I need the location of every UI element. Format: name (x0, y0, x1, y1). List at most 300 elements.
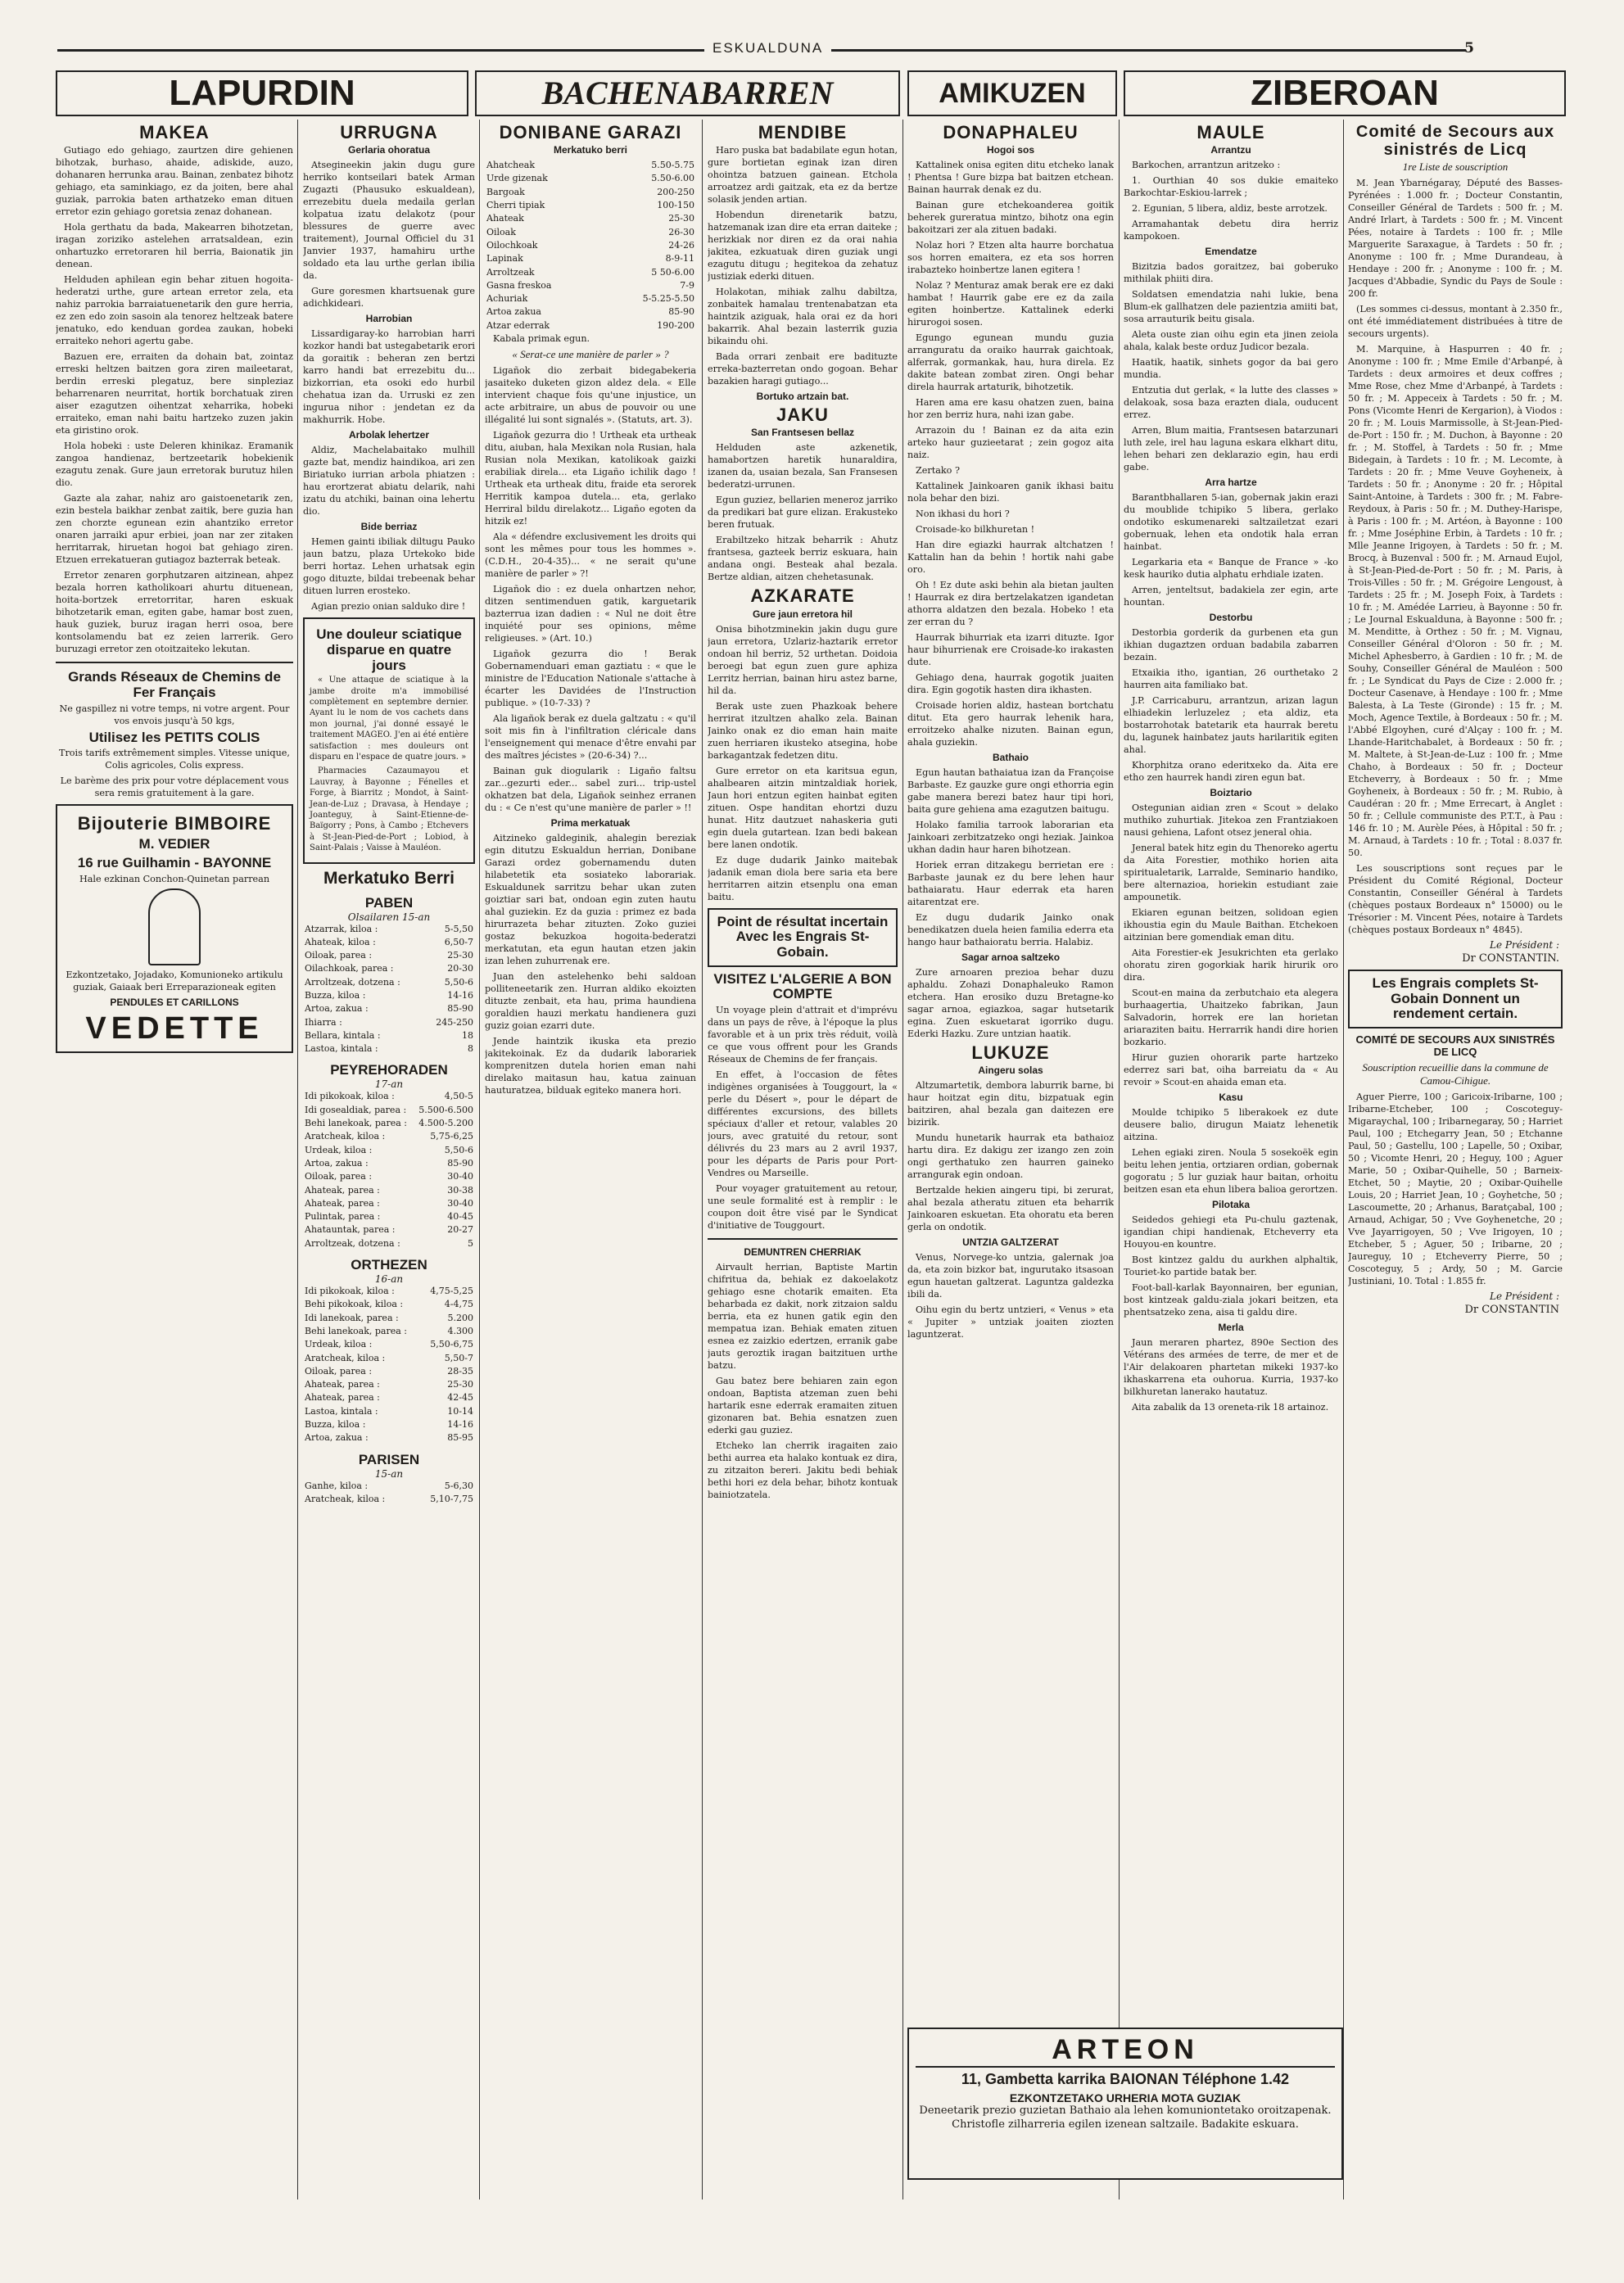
price-item: Ahateak, parea : (305, 1392, 380, 1404)
article-paragraph: Holakotan, mihiak zalhu dabiltza, zonbaitek hamalau trentenabatzan eta haintzik aziguak, hala orai ez da hori bakarrik. Ahal bezain lasterrik guzia bikaindu ohi. (708, 287, 898, 347)
price-row (303, 1170, 475, 1183)
price-row (303, 1144, 475, 1157)
article-paragraph: Pour voyager gratuitement au retour, une seule formalité est à remplir : le coupon doit être visé par le Syndicat d'initiative de Touggourt. (708, 1183, 898, 1231)
ad-text: Ne gaspillez ni votre temps, ni votre argent. Pour vos envois jusqu'à 50 kgs, (59, 703, 290, 726)
article-paragraph: Bainan gure etchekoanderea goitik beherek gureratua mintzo, bihotz ona egin bakoitzari zer ala zituen badaki. (907, 200, 1114, 236)
article-subtitle: Souscription recueillie dans la commune de Camou-Cihigue. (1362, 1061, 1549, 1087)
price-row (303, 1312, 475, 1325)
price-row (485, 186, 696, 199)
article-paragraph: Bainan guk diogularik : Ligaño faltsu zar...gezurti eder... sabel zuri... trip-ustel okhatzen bat dela, Ligañok seinhez erranen du : « Ce n'est qu'une manière de parler » !! (485, 766, 696, 814)
signature-title: Le Président : (1490, 939, 1559, 951)
price-value: 25-30 (447, 950, 473, 961)
column-rule (1119, 120, 1120, 2199)
price-value: 14-16 (447, 989, 473, 1001)
article-subtitle: Gerlaria ohoratua (347, 144, 431, 156)
price-value: 25-30 (447, 1379, 473, 1390)
article-subtitle: Aingeru solas (978, 1065, 1043, 1077)
price-item: Behi lanekoak, parea : (305, 1118, 407, 1129)
price-item: Oiloak, parea : (305, 1171, 373, 1182)
price-value: 190-200 (657, 319, 694, 331)
price-item: Buzza, kiloa : (305, 989, 366, 1001)
article-subtitle: Emendatze (1205, 246, 1257, 258)
article-paragraph: Haren ama ere kasu ohatzen zuen, baina hor zen berriz hura, nahi izan gabe. (907, 397, 1114, 421)
price-item: Ahateak, parea : (305, 1184, 380, 1196)
article-paragraph: Aita Forestier-ek Jesukrichten eta gerlako ohoratu ziren gogorkiak harik hirurik oro dira. (1124, 947, 1338, 983)
article-subtitle: Boiztario (1210, 787, 1252, 799)
price-row (303, 1223, 475, 1236)
price-row (485, 279, 696, 292)
column-rule (297, 120, 298, 2199)
article-title-lukuze: LUKUZE (971, 1042, 1050, 1064)
article-paragraph: Ostegunian aidian zren « Scout » delako muthiko zuhurtiak. Jitekoa zen Frantziakoen nausi gehiena, Lafont otsez jeneral ohia. (1124, 802, 1338, 839)
page-runner (57, 40, 1474, 65)
price-value: 7-9 (680, 279, 694, 291)
price-row (303, 1493, 475, 1506)
advertisement-engrais: Les Engrais complets St-Gobain Donnent un rendement certain. (1348, 970, 1563, 1028)
price-item: Bellara, kintala : (305, 1029, 381, 1041)
price-row (485, 159, 696, 172)
article-paragraph: 1. Ourthian 40 sos dukie emaiteko Barkochtar-Eskiou-larrek ; (1124, 175, 1338, 199)
article-paragraph: Foot-ball-karlak Bayonnairen, ber egunian, bost kintzeak galdu-ziala jokari beitzen, eta phentsatzeko zena, aisa ti galdu dire. (1124, 1282, 1338, 1318)
price-row (303, 1090, 475, 1103)
article-paragraph: Horiek erran ditzakegu berrietan ere : Barbaste jaunak ez du bere lehen haur bathaiaratu. Haur ederrak eta haren aitarentzat ere. (907, 860, 1114, 908)
article-paragraph: Barkochen, arrantzun aritzeko : (1132, 160, 1281, 171)
article-title-algerie: VISITEZ L'ALGERIE A BON COMPTE (713, 970, 892, 1002)
article-subtitle: Arbolak lehertzer (348, 429, 430, 441)
ad-headline: Utilisez les PETITS COLIS (88, 729, 260, 745)
price-item: Ahatauntak, parea : (305, 1224, 396, 1236)
ad-title: ARTEON (916, 2034, 1335, 2068)
section-banner-amikuzen: AMIKUZEN (907, 70, 1117, 116)
price-row (303, 936, 475, 949)
article-subtitle: Bathaio (992, 752, 1029, 764)
price-row (303, 1104, 475, 1117)
article-subtitle: Hogoi sos (986, 144, 1034, 156)
ad-name: M. VEDIER (138, 836, 210, 852)
price-row (485, 239, 696, 252)
price-value: 26-30 (668, 226, 694, 237)
price-row (485, 172, 696, 185)
price-item: Buzza, kiloa : (305, 1419, 366, 1430)
article-paragraph: Nolaz ? Menturaz amak berak ere ez daki hambat ! Haurrik gabe ere ez da zaila egiten hoinbertze. Kattalinek ederki hirurogoi sosen. (907, 280, 1114, 328)
price-row (303, 1352, 475, 1365)
article-paragraph: Bazuen ere, erraiten da dohain bat, zointaz erreski heltzen baitzen gora ziren maileetarat, berdin erreski plegatuz, bere sinpleziaz beharrenaren neurritat, hortik borchatuak ziren aiser ezagutzen oihentzat xeharrika, hobeki erraiteko, eman nahi baitu hartzeko zuzen jakin eta giristino orok. (56, 351, 293, 436)
price-value: 18 (462, 1029, 473, 1041)
article-title-mendibe: MENDIBE (758, 122, 848, 142)
column-rule (479, 120, 480, 2199)
article-paragraph: Berak uste zuen Phazkoak behere herrirat itzultzen ahalko zela. Bainan Jainko onak ez dio eman hain maite zuen herriaren ikusteko atsegina, hobe barkagantzak fedetzen ditu. (708, 700, 898, 761)
price-row (485, 266, 696, 279)
article-paragraph: Hola gerthatu da bada, Makearren bihotzetan, iragan zoriziko astelehen arratsaldean, ezin onhartuzko erretoraren hil berria, Baionatik jin denean. (56, 222, 293, 270)
market-place: PEYREHORADEN (330, 1062, 448, 1078)
article-paragraph: Han dire egiazki haurrak altchatzen ! Kattalin han da behin ! hortik nahi gabe oro. (907, 540, 1114, 576)
article-paragraph: M. Marquine, à Haspurren : 40 fr. ; Anonyme : 100 fr. ; Mme Emile d'Arbanpé, à Tardets : deux armoires et deux coffres ; Mme Rose, chez Mme d'Arbanpé, à Tardets : 50 fr. ; M. Appeceix à Tardets : 50 fr. ; M. Pons (Vicomte Henri de Kergarion), à Viodos : 20 fr. ; M. Louis Marmissolle, à St-Jean-Pied-de-Port : 150 fr. ; M. Duchon, à Bayonne : 20 fr. ; M. Stoffel, à Tardets : 50 fr. ; Mme Bidegain, à Tardets : 10 fr. ; M. Lecomte, à Tardets : 20 fr. ; Mme Veuve Goyheneix, à Tardets : 50 fr. ; Anonyme : 20 fr. ; Hôpital Saint-Antoine, à Tardets : 300 fr. ; M. Fabre-Reydoux, à Paris : 50 fr. ; M. Duthey-Harispe, à Paris : 100 fr. ; M. Artéon, à Bayonne : 100 fr. ; Mme Joséphine Erbin, à Tardets : 10 fr. ; Mlle Jeanne Irigoyen, à Tardets : 50 fr. ; M. Brocq, à Buzenval : 500 fr. ; M. Arnaud Eujol, à St-Jean-Pied-de-Port : 50 fr. ; M. Paris, à Trois-Villes : 50 fr. ; M. Grégoire Lengoust, à Tardets : 25 fr. ; M. Joseph Foix, à Tardets : 10 fr. ; M. Amédée Larrieu, à Bayonne : 50 fr. ; Le Journal Eskualduna, à Bayonne : 500 fr. ; M. Menditte, à Orthez : 50 fr. ; M. Vignau, Conseiller Général d'Oloron : 50 fr. ; M. Michel Aphesberro, à Gardien : 10 fr. ; M. de Souhy, Conseiller Général de Mauléon : 500 fr. ; Le Syndicat du Pays de Cize : 2.000 fr. ; Docteur Casenave, à Hendaye : 100 fr. ; Mme Balesta, à La Teste (Gironde) : 15 fr. ; M. Moch, Agence Textile, à Bordeaux : 50 fr. ; M. l'Abbé Elgoyhen, curé d'Alçay : 100 fr. ; M. Lhande-Haritchabalet, à Bordeaux : 50 fr. ; M. Maltete, à St-Jean-de-Luz : 100 fr. ; Mme Chaho, à Bordeaux : 50 fr. ; Docteur Etcheverry, à Bordeaux : 50 fr. ; Mme Goyheneix, à Bordeaux : 50 fr. ; M. Rubio, à Caudéran : 20 fr. ; Mme Errecart, à Anglet : 50 fr. ; Cellule communiste des P.T.T., à Pau : 146 fr. 10 ; M. Aurèle Pées, à Hôpital : 50 fr. ; M. Arnaud, à Tardets : 10 fr. ; Total : 8.037 fr. 50. (1348, 344, 1563, 858)
market-place: ORTHEZEN (351, 1257, 427, 1273)
article-subtitle: Sagar arnoa saltzeko (961, 952, 1061, 964)
price-row (303, 962, 475, 975)
article-paragraph: Ekiaren egunan beitzen, solidoan egien ikhoustia egin du Maule Baithan. Etchekoen aitzinian bere gomendiak eman ditu. (1124, 907, 1338, 943)
article-paragraph: Arramahantak debetu dira herriz kampokoen. (1124, 219, 1338, 242)
article-subtitle: Arrantzu (1210, 144, 1251, 156)
column-mendibe (708, 120, 898, 2249)
price-row (485, 252, 696, 265)
price-item: Behi lanekoak, parea : (305, 1325, 407, 1336)
article-paragraph: Haatik, haatik, sinhets gogor da bai gero mundia. (1124, 357, 1338, 381)
article-paragraph: Ala « défendre exclusivement les droits qui sont les mêmes pour tous les hommes ». (C.D.H., 20-4-35)... « ne serait qu'une manière de parler » ?! (485, 531, 696, 580)
price-item: Ihiarra : (305, 1016, 342, 1028)
article-paragraph: Entzutia dut gerlak, « la lutte des classes » delakoak, sosa baza erazten diala, ouducent errez. (1124, 385, 1338, 421)
price-item: Idi pikokoak, kiloa : (305, 1286, 395, 1297)
article-paragraph: Lehen egiaki ziren. Noula 5 sosekoëk egin beitu lehen jentia, ortziaren ordian, gobernak gogoratu ; 5 lur guziak haur baitan, orhoitu beitzen esan eta ehun libera balioa gerortzen. (1124, 1147, 1338, 1196)
article-paragraph: Gutiago edo gehiago, zaurtzen dire gehienen bihotzak, burhaso, ahaide, adiskide, auzo, dohanaren herrunka arau. Bainan, zenbatez bihotz gehiago, eta saminkiago, ez da joiten, bere ahal guziak, parrokia baten arthatzeko eman dituen erretor ezin gehiago goretsia zenaz dohanean. (56, 145, 293, 218)
price-item: Ganhe, kiloa : (305, 1480, 369, 1491)
article-paragraph: Erabiltzeko hitzak beharrik : Ahutz frantsesa, gazteek berriz eskuara, hain andana ongi. Besteak ahal bezala. Bertze aldian, aitzen chehetasunak. (708, 535, 898, 583)
price-row (303, 1298, 475, 1311)
article-paragraph: Gehiago dena, haurrak gogotik juaiten dira. Egin gogotik hasten dira ikhasten. (907, 672, 1114, 696)
article-paragraph: Aitzineko galdeginik, ahalegin bereziak egin ditutzu Eskualdun herrian, Donibane Garazi ordez gobernamendu duten hilabetetik eta sosiateko laborariak. Eskualdunek sarritzu behar ukan zuten goiztiar sari bat, ondoan egin zuten hautu ahal guziekin. Ez da guzia : primez ez bada hirurrazeta behar zituzten. Zoko guziei gostaz bekuzkoa hogoita-bederatzi merkatutan, eta egun hautan etzen jakin izan lehen zuhurrenak ere. (485, 833, 696, 967)
price-row (303, 1157, 475, 1170)
ad-caption: PENDULES ET CARILLONS (110, 996, 239, 1008)
column-urrugna (303, 120, 475, 2249)
price-item: Aratcheak, kiloa : (305, 1131, 386, 1142)
price-item: Urdeak, kiloa : (305, 1144, 373, 1155)
article-paragraph: Juan den astelehenko behi saldoan polliteneetarik zen. Hurran aldiko ekoizten dituzte zenbait, eta hau, prima haundiena goraldien hauzi merkatu handienera guzi guziz goian ezarri dute. (485, 971, 696, 1032)
price-row (303, 1029, 475, 1042)
price-row (303, 1237, 475, 1250)
article-paragraph: Gure erretor on eta karitsua egun, ahalbearen aitzin mintzaldiak horiek, Jaun hori entzun egiten hainbat egiten zituen. Ospe handitan ehortzi duzu hunat. Hitz dautzuet nahaskeria guti egin duela gutartean. Izan bedi bakean bere lanen ondotik. (708, 765, 898, 850)
article-paragraph: Nolaz hori ? Etzen alta haurre borchatua sos horren emaitera, ez eta sos horren irabazteko hoinbertze lanen egitera ! (907, 240, 1114, 276)
price-item: Ahateak, parea : (305, 1197, 380, 1209)
article-paragraph: Ala ligañok berak ez duela galtzatu : « qu'il soit mis fin à l'infiltration cléricale dans l'enseignement qui menace d'être envahi par des maîtres jécistes » (20-6-34) ?... (485, 713, 696, 762)
price-row (303, 1285, 475, 1298)
article-paragraph: Kattalinek onisa egiten ditu etcheko lanak ! Phentsa ! Gure bizpa bat baitzen etchean. Bainan haurrak denak ez du. (907, 160, 1114, 196)
article-paragraph: Oihu egin du bertz untzieri, « Venus » eta « Jupiter » untziak joaiten ziozten laguntzerat. (907, 1304, 1114, 1340)
price-item: Ahateak (486, 213, 524, 224)
ad-text: Trois tarifs extrêmement simples. Vitesse unique, Colis agricoles, Colis express. (59, 748, 290, 771)
price-item: Atzar ederrak (486, 319, 550, 331)
price-item: Artoa zakua (486, 306, 541, 318)
price-row (303, 976, 475, 989)
article-paragraph: Bertzalde hekien aingeru tipi, bi zerurat, ahal bezala atheratu zituen eta beharrik Jainkoaren eskuetan. Eta ohoratu eta beren gerla on ondotik. (907, 1185, 1114, 1233)
market-date: 15-an (374, 1467, 404, 1480)
price-item: Lastoa, kintala : (305, 1405, 378, 1417)
price-value: 5,50-6 (444, 976, 473, 988)
article-paragraph: Aita zabalik da 13 oreneta-rik 18 artainoz. (1132, 1402, 1329, 1413)
article-paragraph: Non ikhasi du hori ? (916, 509, 1010, 520)
price-item: Behi pikokoak, kiloa : (305, 1299, 404, 1310)
divider (56, 662, 293, 663)
price-item: Pulintak, parea : (305, 1211, 381, 1223)
article-paragraph: Croisade horien aldiz, hastean bortchatu ditut. Eta gero haurrak lehenik hara, erroitzeko ahalke nizuten. Bainan egun, ahala guziekin. (907, 700, 1114, 748)
price-item: Atzarrak, kiloa : (305, 923, 378, 934)
price-value: 30-40 (447, 1197, 473, 1209)
price-row (303, 1365, 475, 1378)
article-paragraph: Kabala primak egun. (493, 333, 590, 345)
column-maule (1124, 120, 1338, 2019)
price-item: Idi lanekoak, parea : (305, 1312, 399, 1323)
price-item: Idi pikokoak, kiloa : (305, 1091, 395, 1102)
column-donaphaleu (907, 120, 1114, 2019)
price-value: 14-16 (447, 1419, 473, 1430)
price-table (485, 159, 696, 332)
price-item: Arroltzeak (486, 266, 535, 278)
price-value: 5 50-6.00 (651, 266, 694, 278)
article-paragraph: Hobendun direnetarik batzu, hatzemanak izan dire eta erran daiteke ; herizkiak nor diren ez da orai nahia jakitea, ezkuatuak diren guziak ungi ezagutu ditugu ; hegitekoa da zehatuz justiziak ederki dituen. (708, 210, 898, 283)
article-paragraph: Agian prezio onian salduko dire ! (311, 601, 466, 613)
price-value: 5,50-6 (444, 1144, 473, 1155)
price-value: 4.500-5.200 (418, 1118, 473, 1129)
price-table (303, 1090, 475, 1250)
price-value: 5,10-7,75 (430, 1493, 473, 1504)
price-row (303, 923, 475, 936)
advertisement-bimboire (56, 804, 293, 1053)
price-row (303, 1042, 475, 1056)
ad-text: Pharmacies Cazaumayou et Lauvray, à Bayonne ; Fénelles et Forge, à Biarritz ; Mondot, à Saint-Jean-de-Luz ; Dravasa, à Hendaye ; Joanteguy, à Saint-Etienne-de-Baïgorry ; Pons, à Cambo ; Etchevers à St-Jean-Pied-de-Port ; Lobiod, à Saint-Palais ; Vaisse à Mauléon. (310, 766, 468, 853)
article-paragraph: Onisa bihotzminekin jakin dugu gure jaun erretora, Uzlariz-haztarik erretor ondoan hil berriz, 52 urthetan. Doidoia beroegi bat egun zuen gure aphiza Lerritz herrian, bainan hiru astez barne, hil da. (708, 623, 898, 696)
price-item: Ahateak, kiloa : (305, 936, 376, 947)
ad-address: 11, Gambetta karrika BAIONAN Téléphone 1.42 (961, 2071, 1290, 2087)
article-title-urrugna: URRUGNA (340, 122, 438, 142)
article-paragraph: Gau batez bere behiaren zain egon ondoan, Baptista atzeman zuen behi hartarik esne ederrak eramaiten zituen gizonaren bat. Behia esnatzen zuen ederki gau guziez. (708, 1376, 898, 1435)
price-value: 5.50-6.00 (651, 173, 694, 184)
price-value: 20-30 (447, 963, 473, 974)
article-paragraph: 2. Egunian, 5 libera, aldiz, beste arrotzek. (1132, 203, 1328, 215)
price-value: 4,50-5 (444, 1091, 473, 1102)
article-subtitle: Merkatuko berri (553, 144, 628, 156)
article-paragraph: Bost kintzez galdu du aurkhen alphaltik, Touriet-ko partide batak ber. (1124, 1255, 1338, 1278)
price-item: Oilachkoak, parea : (305, 963, 394, 974)
price-value: 5.200 (447, 1312, 473, 1323)
column-rule (1343, 120, 1344, 2199)
price-row (303, 1016, 475, 1029)
article-title-comite-secours: COMITÉ DE SECOURS AUX SINISTRÉS DE LICQ (1355, 1033, 1555, 1059)
price-row (303, 1338, 475, 1351)
price-item: Arroltzeak, dotzena : (305, 1237, 400, 1249)
price-row (303, 1184, 475, 1197)
article-paragraph: Haro puska bat badabilate egun hotan, gure bortietan eginak izan diren ohointza batzuen gainean. Etchola arroatzez ardi gaitzak, eta ez da bertze solasik jenden artian. (708, 145, 898, 206)
article-paragraph: Mundu hunetarik haurrak eta bathaioz hartu dira. Ez dakigu zer izango zen zoin ongi gerthatuko zen haurren gaineko arrangurak egin ondoan. (907, 1132, 1114, 1181)
section-banner-bachenabarren: BACHENABARREN (475, 70, 900, 116)
article-paragraph: Helduden aste azkenetik, hamabortzen haretik hunaraldira, izanen da, usaian bezala, San Fransesen bederatzi-urrunen. (708, 442, 898, 491)
article-subtitle: Bide berriaz (360, 521, 418, 533)
article-paragraph: Erretor zenaren gorphutzaren aitzinean, ahpez bezala horren katholikoari ahurtu dituenean, hoita-bortzek erretorritar, haren eskuak bihotzetarik eman, egiten gabe, hamar bost zuen, hauk guziek, buruz iragan herri osoa, bere kontsolamendu bat ez zeien larrerik. Gero buruzagi erretor zen otoitzaiteko lekutan. (56, 570, 293, 655)
page-number: 5 (1464, 40, 1474, 57)
article-subtitle: Arra hartze (1205, 477, 1257, 489)
article-paragraph: Gure goresmen khartsuenak gure adichkideari. (303, 286, 475, 310)
article-paragraph: Etcheko lan cherrik iragaiten zaio bethi aurrea eta halako kontuak ez dira, zu zitzaiton bereri. Jakitu bedi behiak bethi hori ez dela behar, bihotz kontuak bainiotzatela. (708, 1440, 898, 1500)
signature-name: Dr CONSTANTIN. (1462, 952, 1559, 965)
price-row (303, 1130, 475, 1143)
price-row (303, 1480, 475, 1493)
article-paragraph: Legarkaria eta « Banque de France » -ko kesk hauriko dutia alphatu erhdiale izaten. (1124, 557, 1338, 581)
price-item: Urdeak, kiloa : (305, 1339, 373, 1350)
article-paragraph: Moulde tchipiko 5 liberakoek ez dute deusere balio, dirugun Maiatz lehenetik aitzina. (1124, 1107, 1338, 1143)
price-item: Oiloak, parea : (305, 950, 373, 961)
price-item: Aratcheak, kiloa : (305, 1352, 386, 1363)
price-value: 245-250 (436, 1016, 473, 1028)
article-subtitle: Merla (1218, 1322, 1244, 1334)
price-value: 8-9-11 (665, 253, 694, 264)
article-title-maule: MAULE (1197, 122, 1265, 142)
price-item: Achuriak (486, 293, 528, 305)
article-paragraph: Haurrak bihurriak eta izarri dituzte. Igor haur bihurrienak ere Croisade-ko irakasten dute. (907, 632, 1114, 668)
article-paragraph: Hirur guzien ohorarik parte hartzeko ederrez sari bat, oiha barreiatu da « Au revoir » Scout-en ahaida eman eta. (1124, 1052, 1338, 1088)
article-paragraph: Ligañok gezurra dio ! Urtheak eta urtheak ditu, aiuban, hala Mexikan nola Rusian, hala Rusian nola Mexikan, katolikoak gaizki erabiliak direla... eta Ligaño ichilik dago ! Urtheak eta urtheak ditu, fraide eta serorek Herritik kampoa dutela... eta, gerlako Herriral bildu direlakotz... Ligaño egoten da hitzik ez! (485, 430, 696, 527)
article-paragraph: Holako familia tarrook laborarian eta Jainkoari zerbitzatzeko ongi heziak. Jainkoa ukhan dadin haur haren bihotzean. (907, 820, 1114, 856)
article-paragraph: Soldatsen emendatzia nahi lukie, bena Blum-ek gallhatzen dele pazientzia amiiti bat, sosa arrauturik beitu gisala. (1124, 289, 1338, 325)
article-paragraph: En effet, à l'occasion de fêtes indigènes organisées à Touggourt, la « perle du Désert », pour le départ de différentes excursions, des billets spéciaux d'aller et retour, valables 20 jours, avec gratuité du retour, sont délivrés du 23 mars au 2 avril 1937, pour les départs de Paris pour Port-Vendres ou Marseille. (708, 1069, 898, 1178)
price-value: 4,75-5,25 (430, 1286, 473, 1297)
price-value: 85-95 (447, 1432, 473, 1444)
ad-brand: VEDETTE (85, 1010, 264, 1046)
ad-text: Le barème des prix pour votre déplacement vous sera remis gratuitement à la gare. (60, 775, 289, 799)
price-row (485, 305, 696, 319)
article-paragraph: Egun guziez, bellarien meneroz jarriko da predikari bat gure elizan. Erakusteko beren frutuak. (708, 495, 898, 531)
price-value: 100-150 (657, 200, 694, 211)
price-row (303, 1325, 475, 1338)
price-row (303, 1378, 475, 1391)
signature-title: Le Président : (1490, 1291, 1559, 1303)
article-paragraph: Egungo egunean mundu guzia arranguratu da oraiko haurrak gaichtoak, alferrak, gormankak, hau, hura direla. Ez dakite batean zombat ziren. Ongi behar direla haurrak artaturik, bihotzetik. (907, 332, 1114, 393)
market-date: Olsailaren 15-an (347, 911, 431, 923)
price-value: 42-45 (447, 1392, 473, 1404)
article-subtitle: Gure jaun erretora hil (752, 608, 853, 620)
article-title-donaphaleu: DONAPHALEU (943, 122, 1079, 142)
article-subtitle: 1re Liste de souscription (1402, 160, 1509, 173)
article-paragraph: Scout-en maina da zerbutchaio eta alegera burhaagertia, Uhaitzeko fabrikan, Jaun Salvadorin, horrek ere lan horietan ariaraziten baitu. Herrarrik handi dire horien bozkario. (1124, 988, 1338, 1048)
price-value: 5,50-7 (444, 1352, 473, 1363)
column-rule (902, 120, 903, 2199)
article-paragraph: Gazte ala zahar, nahiz aro gaistoenetarik zen, ezin bestela baikhar zenbat zaitik, bere guzia han zen chorzte egunean ezin ahantziko erretor onaren jarraiki apur erbiei, joan nar zer zitaken herritarrak, hiruetan hogoi bat gehiago ziren. Etzuen errekatueran gutiagoz bazterrak beteak. (56, 493, 293, 566)
price-row (303, 989, 475, 1002)
price-item: Oiloak, parea : (305, 1365, 373, 1377)
article-paragraph: Croisade-ko bilkhuretan ! (916, 524, 1035, 536)
price-value: 5-5.25-5.50 (642, 293, 694, 305)
article-paragraph: Hemen gainti ibiliak diltugu Pauko jaun batzu, plaza Urtekoko bide berri hortaz. Lehen urhatsak egin gogo dituzte, bildai trebeenak behar dituen lurren erosteko. (303, 536, 475, 597)
price-item: Oilochkoak (486, 239, 538, 251)
price-row (485, 226, 696, 239)
column-makea (56, 120, 293, 2249)
article-subtitle: Harrobian (365, 313, 413, 325)
article-title-untzia: UNTZIA GALTZERAT (962, 1236, 1059, 1249)
price-row (303, 1418, 475, 1431)
article-paragraph: Les souscriptions sont reçues par le Président du Comité Régional, Docteur Constantin, Conseiller Général à Tardets (chèques postaux Bordeaux n° 15000) ou le Trésorier : M. Vincent Pées, notaire à Tardets (chèques postaux Bordeaux n° 4845). (1348, 863, 1563, 935)
price-row (303, 1002, 475, 1015)
price-value: 10-14 (447, 1405, 473, 1417)
price-value: 5.500-6.500 (418, 1104, 473, 1115)
section-banner-ziberoan: ZIBEROAN (1124, 70, 1566, 116)
price-value: 5-5,50 (444, 923, 473, 934)
article-title-jaku: JAKU (776, 405, 829, 426)
ad-text: « Une attaque de sciatique à la jambe droite m'a immobilisé complètement en septembre dernier. Ayant lu le nom de vos cachets dans mon journal, j'ai donné essayé le traitement MAGEO. J'en ai été entière satisfaction : mes douleurs ont disparu en l'espace de quatre jours. » (310, 676, 468, 762)
market-heading: Merkatuko Berri (323, 868, 455, 888)
article-paragraph: Jende haintzik ikuska eta prezio jakitekoinak. Ez da dudarik laborariek komprenitzen dutela horien eman nahi direlako maitasun hau, katua zainuan hauturatzea, bilduak egiteko manera hori. (485, 1036, 696, 1096)
price-item: Artoa, zakua : (305, 1157, 369, 1169)
price-value: 85-90 (447, 1157, 473, 1169)
price-item: Artoa, zakua : (305, 1432, 369, 1444)
article-paragraph: Seidedos gehiegi eta Pu-chulu gaztenak, igandian chipi handienak, Etcheverry eta Houyou-en kountre. (1124, 1214, 1338, 1250)
article-paragraph: Airvault herrian, Baptiste Martin chifritua da, behiak ez dakoelakotz gehiago esne chotarik emaiten. Eta beharbada ez dakit, nork zitzaion saldu berria, eta ez hunen gatik egin den mempatua izan. Behiak ematen zituen esnea ez zaizkio edertzen, erranik gabe jauts geroztik iragan baitzituen urthe batzu. (708, 1262, 898, 1371)
price-value: 30-38 (447, 1184, 473, 1196)
article-paragraph: Destorbia gorderik da gurbenen eta gun ikhian dugaztzen orduan badabila zabarren bezain. (1124, 627, 1338, 663)
price-item: Gasna freskoa (486, 279, 552, 291)
article-paragraph: Egun hautan bathaiatua izan da Françoise Barbaste. Ez gauzke gure ongi ethorria egin gabe manera berezi batez haur tipi hori, baita gure gehiena ama ezagutzen baitugu. (907, 767, 1114, 816)
article-paragraph: Khorphitza orano ederitxeko da. Aita ere etho zen haurrek handi ziren egun bat. (1124, 760, 1338, 784)
price-value: 5 (468, 1237, 473, 1249)
ad-title: Bijouterie BIMBOIRE (77, 813, 272, 834)
price-item: Arroltzeak, dotzena : (305, 976, 400, 988)
price-value: 28-35 (447, 1365, 473, 1377)
article-paragraph: Lissardigaray-ko harrobian harri kozkor handi bat ustegabetarik erori da goraitik : beheran zen bertzi karro handi bat errezebitu du... bizkorrian, eta osoki edo hurbil chehatua izan da. Urruski ez zen ingurua nihor : jendetan ez da makhurrik. Hobe. (303, 328, 475, 426)
article-paragraph: Aldiz, Machelabaitako mulhill gazte bat, mendiz haindikoa, ari zen Biriatuko iurrian arbola phiatzen : hau erortzerat abiatu delarik, nahi izatu du atchiki, bainan oina lehertu dio. (303, 445, 475, 518)
price-value: 4-4,75 (444, 1299, 473, 1310)
article-subtitle: Kasu (1219, 1092, 1243, 1104)
article-paragraph: Ligañok dio zerbait bidegabekeria jasaiteko duketen gizon aldez dela. « Elle intervient chaque fois qu'une injustice, un acte arbitraire, un abus de pouvoir ou une illégalité lui sont signalés ». (Statuts, art. 3). (485, 365, 696, 426)
advertisement-saint-gobain: Point de résultat incertain Avec les Engrais St-Gobain. (708, 908, 898, 967)
price-value: 40-45 (447, 1211, 473, 1223)
article-subtitle: San Frantsesen bellaz (750, 427, 855, 439)
price-row (303, 949, 475, 962)
article-subtitle: Pilotaka (1211, 1199, 1251, 1211)
article-paragraph: Jeneral batek hitz egin du Thenoreko agertu da Aita Forestier, mothiko horien aita spiritualetarik, Larralde, Seminario handiko, bere alternazioa, horiekin estudiant zaie ampounetik. (1124, 843, 1338, 903)
article-paragraph: J.P. Carricaburu, arrantzun, arizan lagun elhiadekin lerluzelez ; eta aldiz, eta bostarrohotak batetarik eta haurrak beretu du, lagunek hainbatez jauts harilaritik egiten ahal. (1124, 695, 1338, 756)
price-item: Ahateak, parea : (305, 1379, 380, 1390)
price-table (303, 923, 475, 1056)
price-item: Bargoak (486, 186, 525, 197)
price-item: Artoa, zakua : (305, 1003, 369, 1015)
price-value: 5,75-6,25 (430, 1131, 473, 1142)
article-signature: Bortuko artzain bat. (756, 391, 849, 403)
article-subtitle: « Serat-ce une manière de parler » ? (512, 348, 669, 361)
article-paragraph: Ligañok gezurra dio ! Berak Gobernamenduari eman gaztiatu : « que le ministre de l'Education Nationale s'attache à écarter les Davidées de l'Instruction publique. » (10-7-33) ? (485, 649, 696, 709)
article-title-demuntren: DEMUNTREN CHERRIAK (744, 1246, 862, 1258)
ad-text: Hale ezkinan Conchon-Quinetan parrean (79, 873, 270, 884)
article-paragraph: Ligañok dio : ez duela onhartzen nehor, ditzen sentimenduen gatik, karguetarik bazterrua izan dadien : « Nul ne doit être inquiété pour ses opinions, même religieuses. » (Art. 10.) (485, 584, 696, 644)
price-item: Lastoa, kintala : (305, 1043, 378, 1055)
price-row (303, 1391, 475, 1404)
price-value: 4.300 (447, 1325, 473, 1336)
advertisement-arteon (907, 2028, 1343, 2180)
article-paragraph: Jaun meraren phartez, 890e Section des Vétérans des armées de terre, de mer et de l'Air delakoaren phartetan mikeki 1937-ko ikhaskarrena eta ouhorua. Kurria, 1937-ko bilkhuretan lanerako hautatuz. (1124, 1337, 1338, 1398)
price-item: Lapinak (486, 253, 523, 264)
ad-title: Une douleur sciatique disparue en quatre jours (316, 626, 462, 673)
market-date: 17-an (374, 1078, 404, 1091)
ad-address: 16 rue Guilhamin - BAYONNE (77, 855, 272, 871)
article-title-makea: MAKEA (139, 122, 210, 142)
ad-title: Grands Réseaux de Chemins de Fer Français (68, 669, 281, 700)
article-paragraph: M. Jean Ybarnégaray, Député des Basses-Pyrénées : 1.000 fr. ; Docteur Constantin, Conseiller Général de Tardets : 500 fr. ; M. André Irlart, à Tardets : 500 fr. ; M. Vincent Pées, notaire à Tardets : 100 fr. ; Mlle Marguerite Saraxague, à Tardets : 50 fr. ; Anonyme : 100 fr. ; Mme Durandeau, à Hendaye : 200 fr. ; Anonyme : 100 fr. ; M. Jacques d'Abbadie, Syndic du Pays de Soule : 200 fr. (1348, 178, 1563, 299)
price-value: 5-6,30 (444, 1480, 473, 1491)
ad-headline: EZKONTZETAKO URHERIA MOTA GUZIAK (1009, 2091, 1242, 2104)
article-paragraph: Bada orrari zenbait ere badituzte erreka-bazterretan ondo gogoan. Behar bazakien haragi gutiago... (708, 351, 898, 387)
price-item: Oiloak (486, 226, 516, 237)
article-paragraph: Zertako ? (916, 465, 960, 477)
article-paragraph: Etxaikia itho, igantian, 26 ourthetako 2 haurren aita familiako bat. (1124, 667, 1338, 691)
price-value: 30-40 (447, 1171, 473, 1182)
price-value: 25-30 (668, 213, 694, 224)
article-paragraph: Atsegineekin jakin dugu gure herriko kontseilari batek Arman Zugazti (Phausuko eskualdean), errezebitu duela medaila gerlan kolpatua izatu delakotz (pour blessures de guerre avec traitement), Journal Officiel du 31 Janvier 1937, hamahiru urthe soldado eta lau urthe gerlan ibilia da. (303, 160, 475, 282)
price-row (303, 1117, 475, 1130)
article-paragraph: Arren, jenteltsut, badakiela zer egin, arte hountan. (1124, 585, 1338, 608)
price-value: 85-90 (447, 1003, 473, 1015)
article-paragraph: Hola hobeki : uste Deleren khinikaz. Eramanik zangoa handienaz, bertzeetarik hobekienik ezagutu zenak. Gure jaun erretorak burutuz hilen dio. (56, 441, 293, 489)
article-title-azkarate: AZKARATE (750, 585, 855, 607)
article-paragraph: Oh ! Ez dute aski behin ala bietan jaulten ! Haurrak ez dira bertzelakatzen igandetan athorra aldatzen den bezala. Hobeko ! eta zer erran du ? (907, 580, 1114, 628)
price-row (303, 1405, 475, 1418)
article-paragraph: Altzumartetik, dembora laburrik barne, bi haur hoitzat egin ditu, bizpatuak egin baitziren, ahal bezala gan daitezen ere bizirik. (907, 1080, 1114, 1128)
section-banner-lapurdin: LAPURDIN (56, 70, 468, 116)
price-value: 24-26 (668, 239, 694, 251)
